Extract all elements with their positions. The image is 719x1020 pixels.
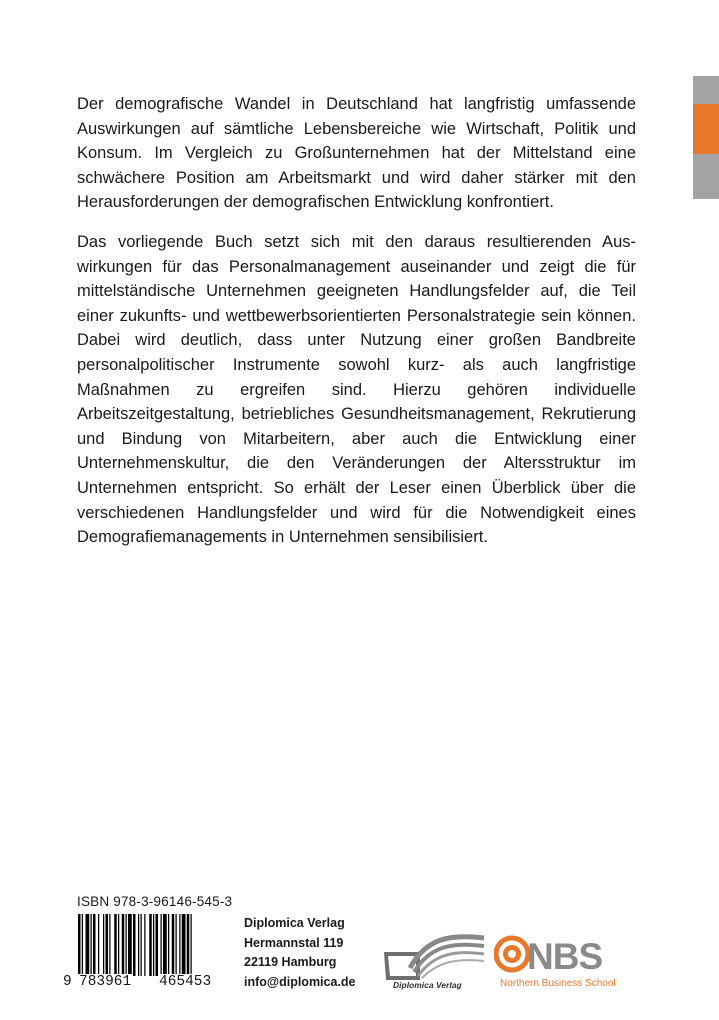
nbs-logo-text: NBS — [527, 936, 603, 977]
side-tab-accent — [693, 104, 719, 154]
barcode-left-group: 783961 — [79, 974, 132, 990]
blurb-paragraph-1: Der demografische Wandel in Deutschland hat langfristig umfassende Auswirkungen auf sämtliche Lebensbereiche wie Wirtschaft, Politik und Konsum. Im Vergleich zu Großunternehmen hat der Mittelstand eine schwächere Position am Arbeitsmarkt und wird daher stärker mit den Herausforderungen der demografischen Entwicklung konfrontiert. — [77, 95, 636, 212]
isbn-label: ISBN 978-3-96146-545-3 — [77, 894, 233, 909]
blurb-paragraph-2: Das vorliegende Buch setzt sich mit den daraus resultierenden Auswirkungen für das Personalmanagement auseinander und zeigt die für mittelständische Unternehmen geeigneten Handlungsfelder auf, die Teil einer zukunfts- und wettbewerbsorientierten Personalstrategie sein können. Dabei wird deutlich, dass unter Nutzung einer großen Bandbreite personalpolitischer Instrumente sowohl kurz- als auch langfristige Maßnahmen zu ergreifen sind. Hierzu gehören individuelle Arbeitszeitgestaltung, betriebliches Gesundheitsmanagement, Rekrutierung und Bindung von Mitarbeitern, aber auch die Entwicklung einer Unternehmenskultur, die den Veränderungen der Altersstruktur im Unternehmen entspricht. So erhält der Leser einen Überblick über die verschiedenen Handlungsfelder und wird für die Notwendigkeit eines Demografiemanagements in Unternehmen sensibilisiert. — [77, 233, 636, 547]
barcode-bars — [62, 914, 238, 980]
publisher-street: Hermannstal 119 — [244, 935, 344, 950]
publisher-name: Diplomica Verlag — [244, 916, 345, 930]
barcode — [62, 914, 238, 994]
publisher-city: 22119 Hamburg — [244, 955, 337, 969]
nbs-logo-subtitle: Northern Business School — [500, 978, 616, 989]
publisher-email: info@diplomica.de — [244, 974, 356, 989]
publisher-address — [244, 914, 356, 992]
side-tab-bottom — [693, 154, 719, 199]
barcode-right-group: 465453 — [159, 974, 212, 990]
barcode-first-digit: 9 — [63, 974, 72, 990]
side-tab-top — [693, 76, 719, 104]
diplomica-logo-label: Diplomica Verlag — [393, 980, 462, 990]
